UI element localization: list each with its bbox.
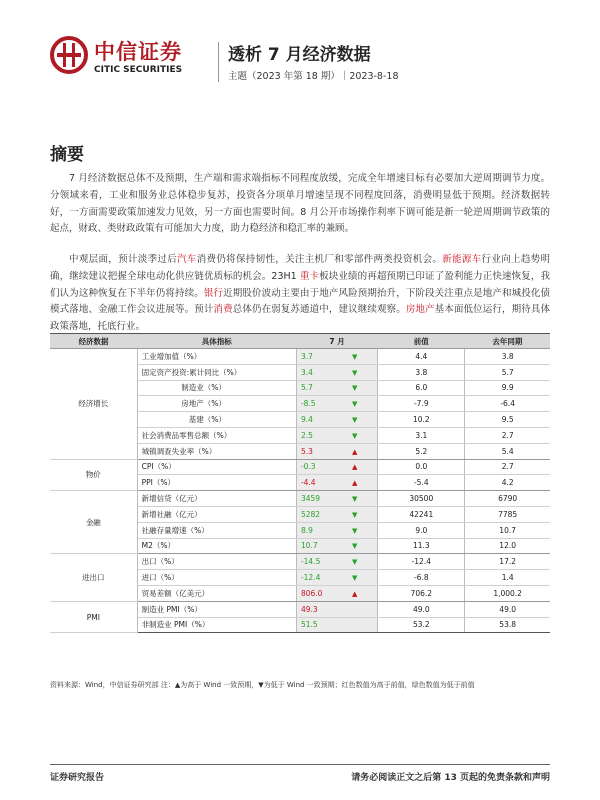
expectation-mark-cell	[348, 349, 378, 365]
indicator-cell: 固定资产投资:累计同比（%）	[137, 364, 296, 380]
indicator-cell: PPI（%）	[137, 475, 296, 491]
col-header-july: 7 月	[296, 334, 377, 349]
category-cell: 进出口	[50, 554, 137, 601]
expectation-mark-cell	[348, 412, 378, 428]
expectation-mark-cell	[348, 601, 378, 617]
footer-divider	[50, 764, 550, 765]
expectation-mark-cell	[348, 380, 378, 396]
july-value-cell: 49.3	[296, 601, 348, 617]
triangle-down-icon: ▼	[352, 400, 358, 409]
july-value-cell: 5.7	[296, 380, 348, 396]
source-note-text: 资料来源：Wind，中信证券研究部 注：▲为高于 Wind 一致预期，▼为低于 Wind 一致预期；红色数值为高于前值，绿色数值为低于前值	[50, 681, 475, 689]
paragraph-text: 中观层面，预计淡季过后	[69, 254, 178, 265]
logo-chinese-name: 中信证券	[94, 40, 182, 64]
previous-value-cell: -7.9	[378, 396, 465, 412]
july-value-cell: -4.4	[296, 475, 348, 491]
highlighted-sector: 房地产	[405, 304, 435, 316]
category-cell: PMI	[50, 601, 137, 633]
category-cell: 金融	[50, 491, 137, 554]
table-row	[50, 554, 550, 570]
previous-value-cell: 3.1	[378, 427, 465, 443]
previous-value-cell: 42241	[378, 506, 465, 522]
last-year-value-cell: 9.5	[465, 412, 550, 428]
last-year-value-cell: 17.2	[465, 554, 550, 570]
last-year-value-cell: 12.0	[465, 538, 550, 554]
previous-value-cell: 30500	[378, 491, 465, 507]
previous-value-cell: 5.2	[378, 443, 465, 459]
paragraph-text: 行业向上趋势明确，继续建议把握全球电动化供应链优质标的机会。23H1	[50, 254, 550, 282]
expectation-mark-cell	[348, 617, 378, 633]
indicator-cell: 基建（%）	[137, 412, 296, 428]
economic-data-table	[50, 333, 550, 633]
previous-value-cell: 706.2	[378, 585, 465, 601]
footer-disclaimer: 请务必阅读正文之后第 13 页起的免责条款和声明	[351, 773, 550, 783]
table-row	[50, 601, 550, 617]
triangle-down-icon: ▼	[352, 352, 358, 361]
july-value-cell: 51.5	[296, 617, 348, 633]
previous-value-cell: 10.2	[378, 412, 465, 428]
indicator-cell: CPI（%）	[137, 459, 296, 475]
indicator-cell: 房地产（%）	[137, 396, 296, 412]
previous-value-cell: -5.4	[378, 475, 465, 491]
previous-value-cell: 11.3	[378, 538, 465, 554]
triangle-down-icon: ▼	[352, 526, 358, 535]
col-header-previous: 前值	[378, 334, 465, 349]
indicator-cell: 新增信贷（亿元）	[137, 491, 296, 507]
indicator-cell: 社会消费品零售总额（%）	[137, 427, 296, 443]
expectation-mark-cell	[348, 491, 378, 507]
july-value-cell: 2.5	[296, 427, 348, 443]
triangle-up-icon: ▲	[352, 589, 358, 598]
highlighted-sector: 新能源车	[442, 254, 482, 265]
report-header	[50, 34, 570, 86]
last-year-value-cell: 6790	[465, 491, 550, 507]
logo-english-name: CITIC SECURITIES	[94, 65, 183, 75]
summary-paragraph-1: 7 月经济数据总体不及预期，生产端和需求端指标不同程度放缓，完成全年增速目标有必要加大逆周期调节力度。分领域来看，工业和服务业总体稳步复苏，投资各分项单月增速呈现不同程度回落，消费明显低于预期。经济数据转好，一方面需要政策加速发力见效，另一方面也需要时间。8 月公开市场操作利率下调可能是新一轮逆周期调节政策的起点，财政、类财政政策有可能加大力度，助力稳经济和稳汇率的兼顾。	[50, 173, 550, 235]
paragraph-text: 消费仍将保持韧性，关注主机厂和零部件两类投资机会。	[196, 254, 443, 265]
expectation-mark-cell	[348, 522, 378, 538]
table-row	[50, 459, 550, 475]
indicator-cell: 城镇调查失业率（%）	[137, 443, 296, 459]
july-value-cell: 5.3	[296, 443, 348, 459]
last-year-value-cell: 53.8	[465, 617, 550, 633]
previous-value-cell: 3.8	[378, 364, 465, 380]
triangle-down-icon: ▼	[352, 495, 358, 504]
indicator-cell: 贸易差额（亿美元）	[137, 585, 296, 601]
last-year-value-cell: 9.9	[465, 380, 550, 396]
july-value-cell: -12.4	[296, 570, 348, 586]
source-note	[50, 680, 560, 690]
expectation-mark-cell	[348, 506, 378, 522]
indicator-cell: 工业增加值（%）	[137, 349, 296, 365]
triangle-up-icon: ▲	[352, 463, 358, 472]
table-row	[50, 491, 550, 507]
triangle-down-icon: ▼	[352, 510, 358, 519]
highlighted-sector: 重卡	[299, 270, 320, 282]
expectation-mark-cell	[348, 443, 378, 459]
col-header-last-year: 去年同期	[465, 334, 550, 349]
paragraph-text: 总体仍在弱复苏通道中，建议继续观察。	[232, 304, 406, 316]
july-value-cell: 10.7	[296, 538, 348, 554]
last-year-value-cell: 7785	[465, 506, 550, 522]
last-year-value-cell: 10.7	[465, 522, 550, 538]
header-divider	[218, 42, 219, 82]
last-year-value-cell: 1.4	[465, 570, 550, 586]
last-year-value-cell: 2.7	[465, 427, 550, 443]
triangle-down-icon: ▼	[352, 558, 358, 567]
report-subtitle: 主题（2023 年第 18 期）｜2023-8-18	[228, 71, 399, 82]
triangle-down-icon: ▼	[352, 574, 358, 583]
previous-value-cell: 4.4	[378, 349, 465, 365]
previous-value-cell: 49.0	[378, 601, 465, 617]
expectation-mark-cell	[348, 475, 378, 491]
expectation-mark-cell	[348, 585, 378, 601]
expectation-mark-cell	[348, 570, 378, 586]
expectation-mark-cell	[348, 364, 378, 380]
july-value-cell: 9.4	[296, 412, 348, 428]
category-cell: 经济增长	[50, 349, 137, 460]
indicator-cell: 制造业（%）	[137, 380, 296, 396]
category-cell: 物价	[50, 459, 137, 491]
footer-report-label: 证券研究报告	[50, 773, 105, 783]
triangle-down-icon: ▼	[352, 384, 358, 393]
highlighted-sector: 汽车	[177, 254, 197, 265]
last-year-value-cell: -6.4	[465, 396, 550, 412]
citic-logo	[50, 34, 210, 86]
indicator-cell: 出口（%）	[137, 554, 296, 570]
indicator-cell: 进口（%）	[137, 570, 296, 586]
last-year-value-cell: 3.8	[465, 349, 550, 365]
previous-value-cell: 53.2	[378, 617, 465, 633]
triangle-down-icon: ▼	[352, 431, 358, 440]
triangle-up-icon: ▲	[352, 447, 358, 456]
last-year-value-cell: 5.7	[465, 364, 550, 380]
summary-heading: 摘要	[50, 145, 84, 165]
indicator-cell: 新增社融（亿元）	[137, 506, 296, 522]
table-header-row	[50, 334, 550, 349]
last-year-value-cell: 5.4	[465, 443, 550, 459]
expectation-mark-cell	[348, 396, 378, 412]
citic-emblem-icon	[50, 36, 88, 74]
previous-value-cell: -6.8	[378, 570, 465, 586]
july-value-cell: -8.5	[296, 396, 348, 412]
paragraph-text: 板块业绩的再超预期已印证了盈利能力正快速恢复，我们认为这种恢复在下半年仍将持续。	[50, 270, 550, 299]
highlighted-sector: 消费	[213, 304, 233, 316]
triangle-down-icon: ▼	[352, 368, 358, 377]
previous-value-cell: 6.0	[378, 380, 465, 396]
summary-paragraph-2	[50, 252, 550, 336]
indicator-cell: M2（%）	[137, 538, 296, 554]
col-header-indicator: 具体指标	[137, 334, 296, 349]
july-value-cell: 3459	[296, 491, 348, 507]
july-value-cell: 806.0	[296, 585, 348, 601]
july-value-cell: -14.5	[296, 554, 348, 570]
july-value-cell: 5282	[296, 506, 348, 522]
table-row	[50, 349, 550, 365]
july-value-cell: 8.9	[296, 522, 348, 538]
paragraph-text: 近期股价波动主要由于地产风险预期抬升，下阶段关注重点是地产和城投化债模式落地、金融工作会议进展等。预计	[50, 287, 550, 316]
july-value-cell: 3.7	[296, 349, 348, 365]
paragraph-text: 基本面低位运行，期待具体政策落地，托底行业。	[50, 304, 550, 333]
expectation-mark-cell	[348, 554, 378, 570]
last-year-value-cell: 1,000.2	[465, 585, 550, 601]
indicator-cell: 社融存量增速（%）	[137, 522, 296, 538]
previous-value-cell: -12.4	[378, 554, 465, 570]
last-year-value-cell: 2.7	[465, 459, 550, 475]
col-header-category: 经济数据	[50, 334, 137, 349]
indicator-cell: 非制造业 PMI（%）	[137, 617, 296, 633]
previous-value-cell: 0.0	[378, 459, 465, 475]
last-year-value-cell: 49.0	[465, 601, 550, 617]
expectation-mark-cell	[348, 538, 378, 554]
triangle-up-icon: ▲	[352, 479, 358, 488]
indicator-cell: 制造业 PMI（%）	[137, 601, 296, 617]
expectation-mark-cell	[348, 427, 378, 443]
triangle-down-icon: ▼	[352, 416, 358, 425]
july-value-cell: 3.4	[296, 364, 348, 380]
expectation-mark-cell	[348, 459, 378, 475]
report-title: 透析 7 月经济数据	[228, 45, 371, 65]
july-value-cell: -0.3	[296, 459, 348, 475]
highlighted-sector: 银行	[203, 287, 224, 299]
triangle-down-icon: ▼	[352, 542, 358, 551]
previous-value-cell: 9.0	[378, 522, 465, 538]
last-year-value-cell: 4.2	[465, 475, 550, 491]
